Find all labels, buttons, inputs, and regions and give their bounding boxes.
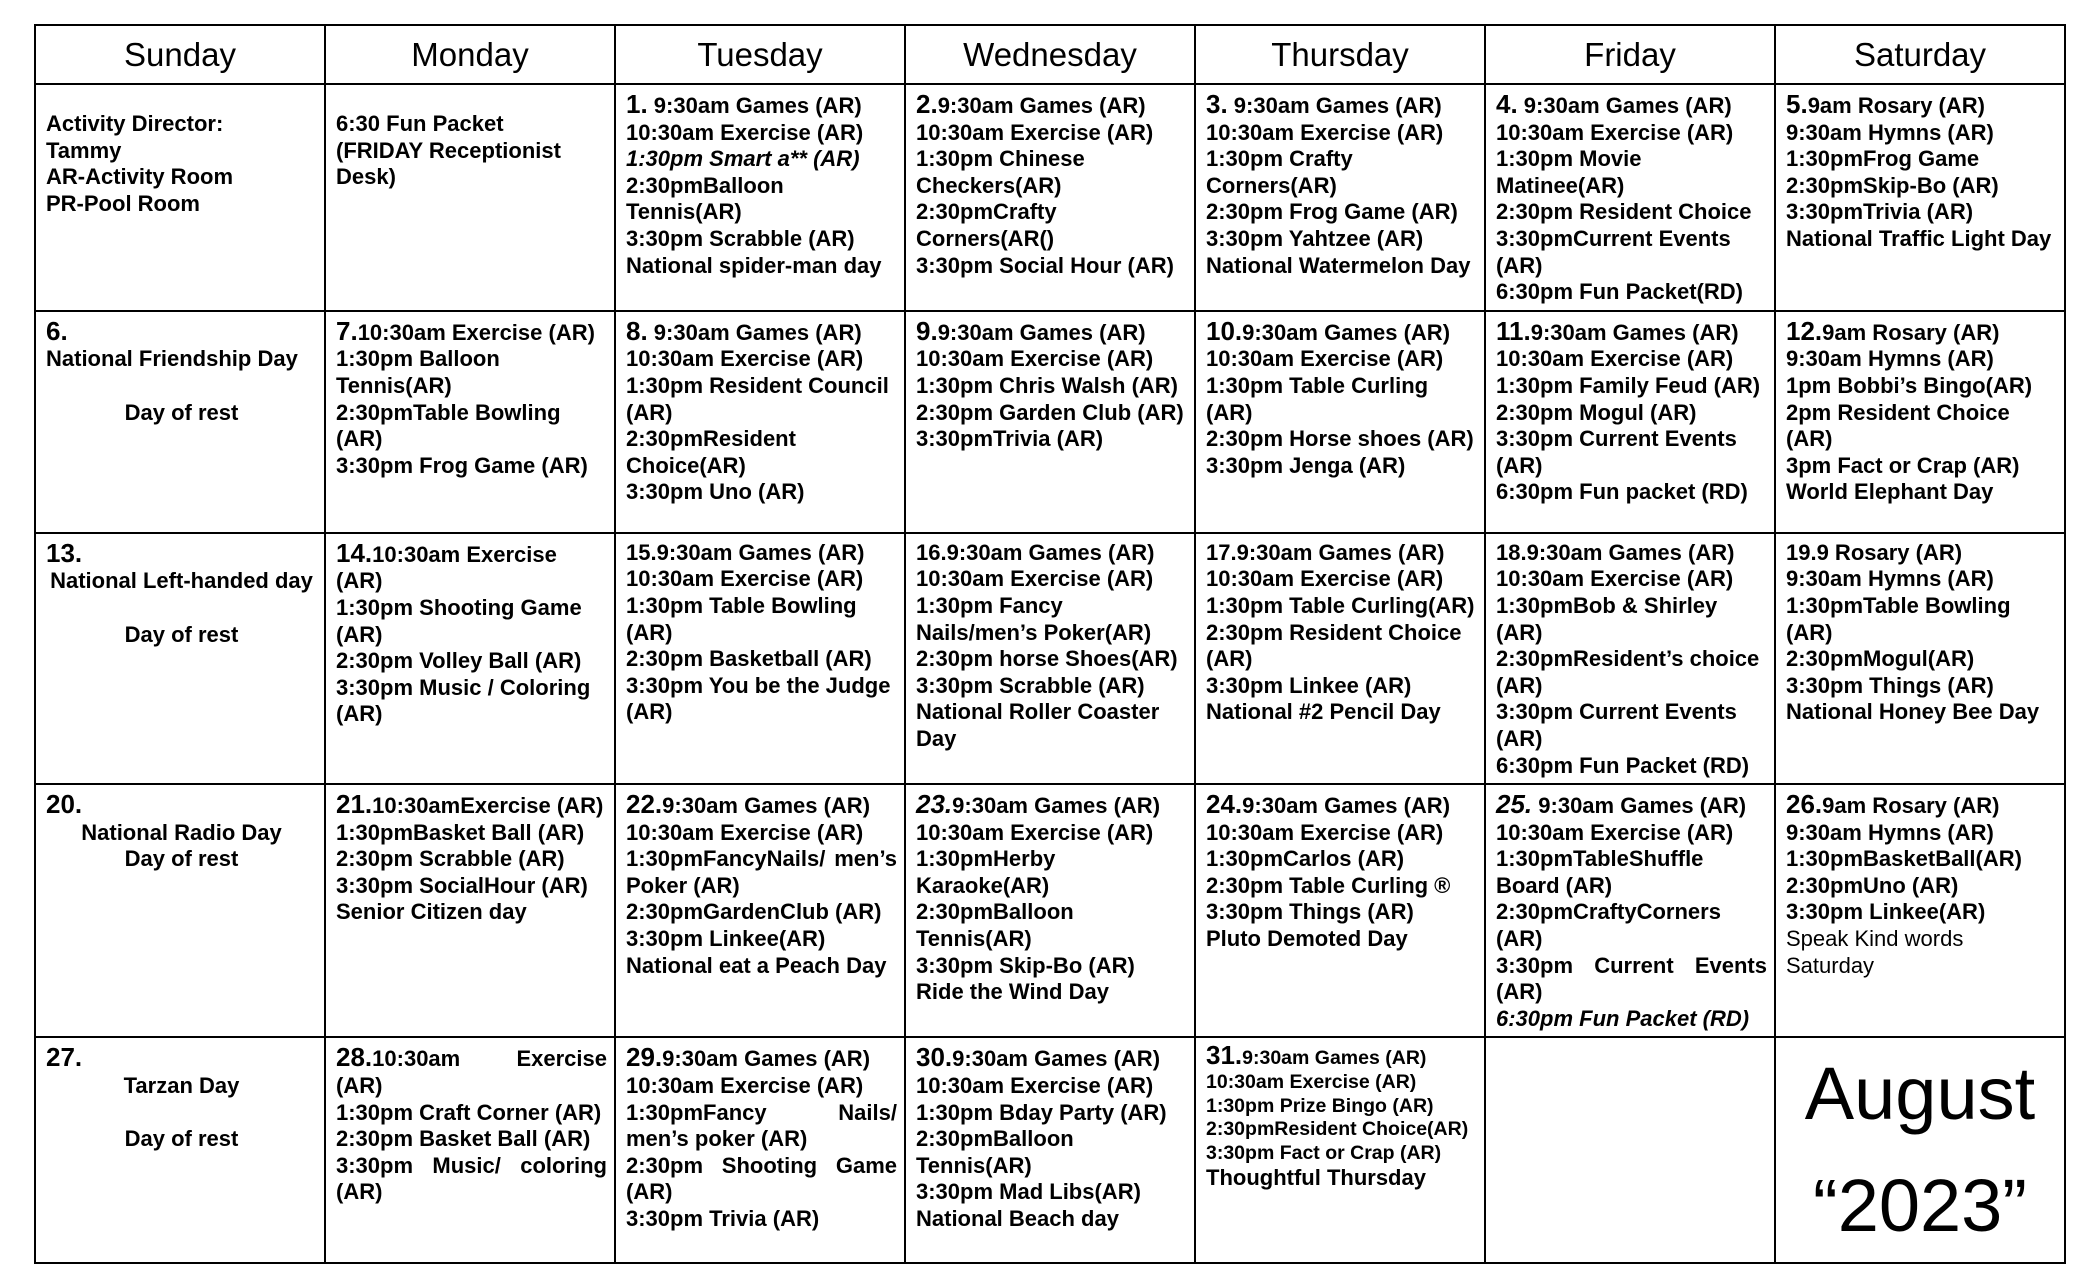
activity-line: 1:30pm Fancy Nails/men’s Poker(AR): [916, 592, 1152, 645]
activity-line: 1:30pmFrog Game: [1786, 146, 1980, 172]
cell-content: [626, 540, 897, 726]
cell-content: [336, 91, 607, 191]
day-number: 14.: [336, 537, 373, 568]
day-cell-sunday: [35, 784, 325, 1037]
activity-line: 1pm Bobbi’s Bingo(AR): [1786, 372, 2033, 398]
activity-line: 29.9:30am Games (AR): [626, 1042, 871, 1073]
cell-content: [916, 1044, 1187, 1232]
activity-line: National spider-man day: [626, 252, 882, 278]
activity-line: 3:30pm Trivia (AR): [626, 1206, 820, 1231]
activity-line: 2:30pmBalloon Tennis(AR): [916, 1126, 1074, 1178]
day-number: 27.: [46, 1042, 83, 1073]
activity-line: 10:30am Exercise (AR): [1206, 1071, 1417, 1094]
activity-line: Day of rest: [124, 399, 239, 425]
cell-content: [916, 315, 1187, 453]
day-number: 3.: [1206, 89, 1228, 119]
week-row: [35, 311, 2065, 533]
activity-line: Tarzan Day: [123, 1073, 240, 1099]
activity-line: 2:30pm Resident Choice: [1496, 199, 1752, 225]
activity-line: 2:30pm Table Curling ®: [1206, 872, 1451, 898]
cell-content: [46, 537, 317, 648]
activity-line: National Beach day: [916, 1206, 1119, 1231]
header-tuesday: Tuesday: [615, 25, 905, 84]
activity-line: 2:30pm Resident Choice (AR): [1206, 619, 1462, 672]
activity-line: 2:30pmUno (AR): [1786, 872, 1959, 898]
cell-content: [916, 91, 1187, 279]
activity-line: 25. 9:30am Games (AR): [1496, 789, 1747, 820]
activity-line: 2:30pm Garden Club (AR): [916, 399, 1184, 425]
activity-line: 1:30pm Table Curling(AR): [1206, 592, 1475, 618]
weekday-header-row: [35, 25, 2065, 84]
activity-line: 10:30am Exercise (AR): [916, 346, 1154, 372]
week-row: [35, 784, 2065, 1037]
activity-line: 3:30pm Uno (AR): [626, 479, 805, 505]
activity-line: 10:30am Exercise (AR): [1206, 119, 1444, 145]
day-number: 5.: [1786, 89, 1808, 119]
activity-line: 10:30am Exercise (AR): [1496, 119, 1734, 145]
cell-content: [336, 537, 607, 728]
activity-line: 3:30pm Mad Libs(AR): [916, 1179, 1141, 1205]
activity-line: 3:30pmCurrent Events (AR): [1496, 225, 1731, 278]
cell-content: [1206, 315, 1477, 480]
day-number: 23.: [916, 789, 953, 820]
activity-line: 2pm Resident Choice (AR): [1786, 399, 2010, 452]
activity-line: 1:30pmFancyNails/ men’s Poker (AR): [626, 846, 897, 898]
activity-line: 2:30pmResident Choice(AR): [1206, 1118, 1469, 1141]
activity-line: 2:30pmBalloon Tennis(AR): [626, 172, 784, 225]
day-number: 7.: [336, 315, 358, 346]
day-cell-thursday: [1195, 1037, 1485, 1263]
activity-line: Day of rest: [124, 621, 239, 647]
cell-content: [916, 791, 1187, 1006]
activity-line: 2:30pm Scrabble (AR): [336, 846, 565, 872]
activity-line: 15.9:30am Games (AR): [626, 539, 865, 565]
activity-line: 3pm Fact or Crap (AR): [1786, 452, 2020, 478]
activity-line: 6:30pm Fun Packet (RD): [1496, 1005, 1750, 1031]
activity-line: 1:30pm Prize Bingo (AR): [1206, 1094, 1434, 1117]
activity-line: 9:30am Hymns (AR): [1786, 119, 1994, 145]
cell-content: [1206, 1040, 1477, 1192]
cell-content: [1496, 91, 1767, 306]
day-cell-friday: [1485, 533, 1775, 784]
cell-content: [46, 1044, 317, 1152]
activity-line: 31.9:30am Games (AR): [1206, 1040, 1427, 1071]
activity-line: Pluto Demoted Day: [1206, 926, 1408, 952]
day-cell-tuesday: [615, 1037, 905, 1263]
activity-line: 10:30am Exercise (AR): [626, 346, 864, 372]
activity-line: [46, 1100, 317, 1127]
activity-line: Day of rest: [124, 846, 239, 872]
activity-line: 1:30pm Movie Matinee(AR): [1496, 146, 1642, 198]
day-cell-saturday: [1775, 84, 2065, 311]
activity-line: 9.9:30am Games (AR): [916, 315, 1146, 346]
cell-content: [1786, 791, 2057, 979]
activity-line: 10:30am Exercise (AR): [626, 1073, 864, 1099]
day-cell-tuesday: [615, 311, 905, 533]
activity-line: National Left-handed day: [50, 568, 313, 594]
activity-line: 3. 9:30am Games (AR): [1206, 89, 1442, 119]
activity-line: 1:30pmBasketBall(AR): [1786, 846, 2022, 872]
activity-line: 16.9:30am Games (AR): [916, 539, 1155, 565]
activity-line: 6:30pm Fun packet (RD): [1496, 479, 1748, 505]
week-row: [35, 533, 2065, 784]
day-cell-saturday: [1775, 1037, 2065, 1263]
activity-line: 10:30am Exercise (AR): [626, 819, 864, 845]
activity-line: 3:30pm Yahtzee (AR): [1206, 225, 1424, 251]
activity-line: 3:30pm Frog Game (AR): [336, 452, 588, 478]
day-cell-sunday: [35, 311, 325, 533]
activity-line: 2:30pm Basketball (AR): [626, 646, 872, 672]
cell-content: [1496, 315, 1767, 506]
day-number: 9.: [916, 315, 938, 346]
activity-line: 1. 9:30am Games (AR): [626, 89, 862, 119]
activity-line: 2:30pm Horse shoes (AR): [1206, 426, 1474, 452]
day-number: 1.: [626, 89, 648, 119]
activity-line: 3:30pm Linkee (AR): [1206, 672, 1412, 698]
day-number: 8.: [626, 315, 648, 346]
day-cell-friday: [1485, 1037, 1775, 1263]
activity-line: 3:30pm SocialHour (AR): [336, 872, 588, 898]
activity-line: 10:30am Exercise (AR): [626, 566, 864, 592]
day-number: 26.: [1786, 789, 1823, 820]
activity-line: 1:30pm Chinese Checkers(AR): [916, 146, 1085, 198]
day-cell-tuesday: [615, 784, 905, 1037]
activity-line: 22.9:30am Games (AR): [626, 789, 871, 820]
activity-line: 3:30pm Current Events (AR): [1496, 426, 1737, 478]
activity-line: 10:30am Exercise (AR): [916, 119, 1154, 145]
cell-content: [626, 791, 897, 979]
activity-line: 3:30pm Things (AR): [1786, 672, 1994, 698]
day-cell-saturday: [1775, 533, 2065, 784]
day-cell-thursday: [1195, 311, 1485, 533]
day-number: 12.: [1786, 315, 1823, 346]
cell-content: [336, 791, 607, 926]
cell-content: [626, 1044, 897, 1232]
activity-line: 3:30pm Scrabble (AR): [916, 672, 1145, 698]
activity-line: National #2 Pencil Day: [1206, 699, 1441, 725]
activity-line: 9:30am Hymns (AR): [1786, 819, 1994, 845]
header-saturday: Saturday: [1775, 25, 2065, 84]
activity-line: National Honey Bee Day: [1786, 699, 2040, 725]
activity-line: 2:30pmBalloon Tennis(AR): [916, 899, 1074, 952]
activity-line: PR-Pool Room: [46, 190, 200, 216]
activity-line: [46, 595, 317, 622]
activity-line: 1:30pm Chris Walsh (AR): [916, 372, 1179, 398]
activity-line: Ride the Wind Day: [916, 979, 1109, 1005]
activity-line: 1:30pm Family Feud (AR): [1496, 372, 1761, 398]
activity-line: 3:30pm Fact or Crap (AR): [1206, 1141, 1442, 1164]
cell-content: [1206, 791, 1477, 953]
cell-content: [336, 1044, 607, 1206]
year-title: “2023”: [1813, 1164, 2027, 1248]
activity-line: 3:30pm You be the Judge (AR): [626, 672, 891, 725]
activity-line: 10:30am Exercise (AR): [1206, 566, 1444, 592]
activity-line: 2:30pmTable Bowling (AR): [336, 399, 561, 452]
day-cell-sunday: [35, 533, 325, 784]
activity-line: World Elephant Day: [1786, 479, 1994, 505]
header-monday: Monday: [325, 25, 615, 84]
activity-line: 6:30 Fun Packet: [336, 111, 504, 136]
week-row: [35, 84, 2065, 311]
activity-line: 14.10:30am Exercise (AR): [336, 537, 557, 594]
cell-content: [1496, 791, 1767, 1032]
day-cell-wednesday: [905, 533, 1195, 784]
day-cell-tuesday: [615, 84, 905, 311]
activity-line: 2:30pm Shooting Game (AR): [626, 1152, 897, 1205]
day-cell-friday: [1485, 84, 1775, 311]
day-cell-monday: [325, 533, 615, 784]
activity-line: 1:30pmTableShuffle Board (AR): [1496, 846, 1704, 898]
activity-line: 2.9:30am Games (AR): [916, 89, 1146, 119]
cell-content: [1496, 540, 1767, 779]
cell-content: [1786, 315, 2057, 506]
cell-content: [1206, 91, 1477, 279]
day-number: 10.: [1206, 315, 1243, 346]
activity-line: 10:30am Exercise (AR): [1496, 566, 1734, 592]
day-cell-monday: [325, 784, 615, 1037]
activity-line: National Watermelon Day: [1206, 252, 1471, 278]
day-cell-thursday: [1195, 84, 1485, 311]
cell-content: [336, 315, 607, 480]
month-title: August: [1804, 1052, 2036, 1136]
day-number: 24.: [1206, 789, 1243, 820]
activity-line: 10:30am Exercise (AR): [916, 566, 1154, 592]
header-friday: Friday: [1485, 25, 1775, 84]
activity-line: 10:30am Exercise (AR): [916, 1073, 1154, 1099]
day-cell-wednesday: [905, 84, 1195, 311]
cell-content: [1786, 91, 2057, 253]
day-cell-sunday: [35, 84, 325, 311]
activity-line: 6:30pm Fun Packet(RD): [1496, 279, 1743, 305]
activity-line: 3:30pm Social Hour (AR): [916, 252, 1174, 278]
activity-line: 24.9:30am Games (AR): [1206, 789, 1451, 820]
day-cell-friday: [1485, 311, 1775, 533]
activity-line: National Friendship Day: [46, 346, 298, 372]
activity-line: (FRIDAY Receptionist Desk): [336, 137, 561, 190]
header-thursday: Thursday: [1195, 25, 1485, 84]
activity-line: 30.9:30am Games (AR): [916, 1042, 1161, 1073]
activity-line: 2:30pmGardenClub (AR): [626, 899, 882, 925]
activity-line: 2:30pm Basket Ball (AR): [336, 1126, 591, 1152]
activity-line: 21.10:30amExercise (AR): [336, 789, 604, 820]
activity-line: 3:30pmTrivia (AR): [1786, 199, 1974, 225]
activity-line: 3:30pm Current Events (AR): [1496, 952, 1767, 1005]
activity-line: 5.9am Rosary (AR): [1786, 89, 1985, 119]
activity-line: National Roller Coaster Day: [916, 699, 1160, 751]
day-cell-tuesday: [615, 533, 905, 784]
activity-line: 9:30am Hymns (AR): [1786, 346, 1994, 372]
day-number: 22.: [626, 789, 663, 820]
activity-line: 3:30pm Jenga (AR): [1206, 452, 1406, 478]
activity-line: AR-Activity Room: [46, 164, 234, 190]
activity-line: 1:30pm Craft Corner (AR): [336, 1099, 602, 1125]
activity-line: 2:30pmResident Choice(AR): [626, 426, 796, 478]
activity-line: 1:30pm Smart a** (AR): [626, 146, 860, 172]
day-cell-wednesday: [905, 1037, 1195, 1263]
day-number: 28.: [336, 1042, 373, 1073]
activity-line: 1:30pm Crafty Corners(AR): [1206, 146, 1353, 198]
day-number: 4.: [1496, 89, 1518, 119]
day-number: 6.: [46, 315, 68, 346]
day-number: 25.: [1496, 789, 1533, 820]
day-number: 13.: [46, 537, 83, 568]
day-cell-thursday: [1195, 784, 1485, 1037]
activity-line: 11.9:30am Games (AR): [1496, 315, 1739, 346]
header-sunday: Sunday: [35, 25, 325, 84]
activity-line: 2:30pmMogul(AR): [1786, 646, 1975, 672]
day-cell-sunday: [35, 1037, 325, 1263]
activity-line: 1:30pmBob & Shirley (AR): [1496, 592, 1718, 645]
calendar-grid: [34, 24, 2066, 1264]
activity-line: 3:30pm Scrabble (AR): [626, 225, 855, 251]
day-number: 21.: [336, 789, 373, 820]
cell-content: [626, 315, 897, 506]
day-number: 2.: [916, 89, 938, 119]
activity-line: 3:30pm Skip-Bo (AR): [916, 952, 1135, 978]
day-cell-saturday: [1775, 784, 2065, 1037]
cell-content: [46, 91, 317, 217]
activity-line: 3:30pm Current Events (AR): [1496, 699, 1737, 751]
activity-line: Speak Kind words Saturday: [1786, 926, 1964, 978]
activity-line: 1:30pmHerby Karaoke(AR): [916, 846, 1056, 898]
activity-line: 1:30pmBasket Ball (AR): [336, 819, 585, 845]
activity-line: Activity Director:: [46, 111, 224, 136]
day-cell-saturday: [1775, 311, 2065, 533]
activity-line: 2:30pmCrafty Corners(AR(): [916, 199, 1057, 251]
activity-line: 4. 9:30am Games (AR): [1496, 89, 1732, 119]
cell-content: [916, 540, 1187, 753]
day-cell-monday: [325, 311, 615, 533]
activity-line: 10.9:30am Games (AR): [1206, 315, 1451, 346]
activity-line: 1:30pm Bday Party (AR): [916, 1099, 1167, 1125]
activity-line: 2:30pm Frog Game (AR): [1206, 199, 1458, 225]
activity-line: 2:30pmResident’s choice (AR): [1496, 646, 1760, 698]
activity-line: 1:30pmFancy Nails/ men’s poker (AR): [626, 1099, 897, 1152]
activity-line: 17.9:30am Games (AR): [1206, 539, 1445, 565]
activity-line: 2:30pm Mogul (AR): [1496, 399, 1697, 425]
activity-line: 10:30am Exercise (AR): [626, 119, 864, 145]
activity-line: 23.9:30am Games (AR): [916, 789, 1161, 820]
day-cell-wednesday: [905, 311, 1195, 533]
activity-line: 1:30pm Resident Council (AR): [626, 372, 889, 425]
activity-line: National Radio Day: [81, 819, 282, 845]
activity-line: 12.9am Rosary (AR): [1786, 315, 2000, 346]
activity-line: 1:30pm Table Bowling (AR): [626, 592, 857, 645]
activity-line: [46, 373, 317, 400]
day-cell-monday: [325, 1037, 615, 1263]
activity-line: National eat a Peach Day: [626, 952, 887, 978]
day-number: 30.: [916, 1042, 953, 1073]
activity-line: Day of rest: [124, 1126, 239, 1152]
cell-content: [46, 315, 317, 426]
activity-line: 3:30pm Things (AR): [1206, 899, 1414, 925]
activity-line: 1:30pm Shooting Game (AR): [336, 594, 582, 647]
activity-line: 10:30am Exercise (AR): [916, 819, 1154, 845]
cell-content: [46, 791, 317, 873]
activity-line: 3:30pmTrivia (AR): [916, 426, 1104, 452]
activity-line: 26.9am Rosary (AR): [1786, 789, 2000, 820]
cell-content: [1786, 540, 2057, 726]
activity-line: 10:30am Exercise (AR): [1496, 346, 1734, 372]
activity-line: 19.9 Rosary (AR): [1786, 539, 1963, 565]
activity-line: 2:30pmSkip-Bo (AR): [1786, 172, 1999, 198]
activity-line: 18.9:30am Games (AR): [1496, 539, 1735, 565]
activity-line: Thoughtful Thursday: [1206, 1165, 1426, 1191]
activity-line: 10:30am Exercise (AR): [1496, 819, 1734, 845]
activity-line: 10:30am Exercise (AR): [1206, 819, 1444, 845]
header-wednesday: Wednesday: [905, 25, 1195, 84]
activity-line: 1:30pmTable Bowling (AR): [1786, 592, 2011, 645]
day-number: 20.: [46, 789, 83, 820]
activity-line: 3:30pm Music/ coloring (AR): [336, 1152, 607, 1205]
day-number: 29.: [626, 1042, 663, 1073]
activity-line: 1:30pm Balloon Tennis(AR): [336, 346, 500, 398]
activity-line: Tammy: [46, 137, 122, 163]
activity-line: National Traffic Light Day: [1786, 225, 2052, 251]
activity-line: 1:30pmCarlos (AR): [1206, 846, 1405, 872]
activity-line: 7.10:30am Exercise (AR): [336, 315, 595, 346]
week-row: [35, 1037, 2065, 1263]
activity-line: 9:30am Hymns (AR): [1786, 566, 1994, 592]
activity-line: 2:30pm horse Shoes(AR): [916, 646, 1178, 672]
activity-line: 3:30pm Linkee(AR): [626, 926, 826, 952]
day-cell-friday: [1485, 784, 1775, 1037]
activity-line: Senior Citizen day: [336, 899, 527, 925]
activity-line: 10:30am Exercise (AR): [1206, 346, 1444, 372]
cell-content: [626, 91, 897, 279]
activity-line: 2:30pmCraftyCorners (AR): [1496, 899, 1721, 952]
activity-line: 28.10:30am Exercise (AR): [336, 1042, 607, 1099]
activity-line: 1:30pm Table Curling (AR): [1206, 372, 1429, 425]
activity-line: 3:30pm Linkee(AR): [1786, 899, 1986, 925]
day-cell-monday: [325, 84, 615, 311]
day-number: 11.: [1496, 315, 1531, 346]
day-cell-wednesday: [905, 784, 1195, 1037]
day-cell-thursday: [1195, 533, 1485, 784]
activity-line: 2:30pm Volley Ball (AR): [336, 648, 582, 674]
day-number: 31.: [1206, 1040, 1243, 1071]
activity-line: 6:30pm Fun Packet (RD): [1496, 752, 1750, 778]
cell-content: [1206, 540, 1477, 726]
activity-line: 8. 9:30am Games (AR): [626, 315, 862, 346]
activity-line: 3:30pm Music / Coloring (AR): [336, 674, 591, 727]
